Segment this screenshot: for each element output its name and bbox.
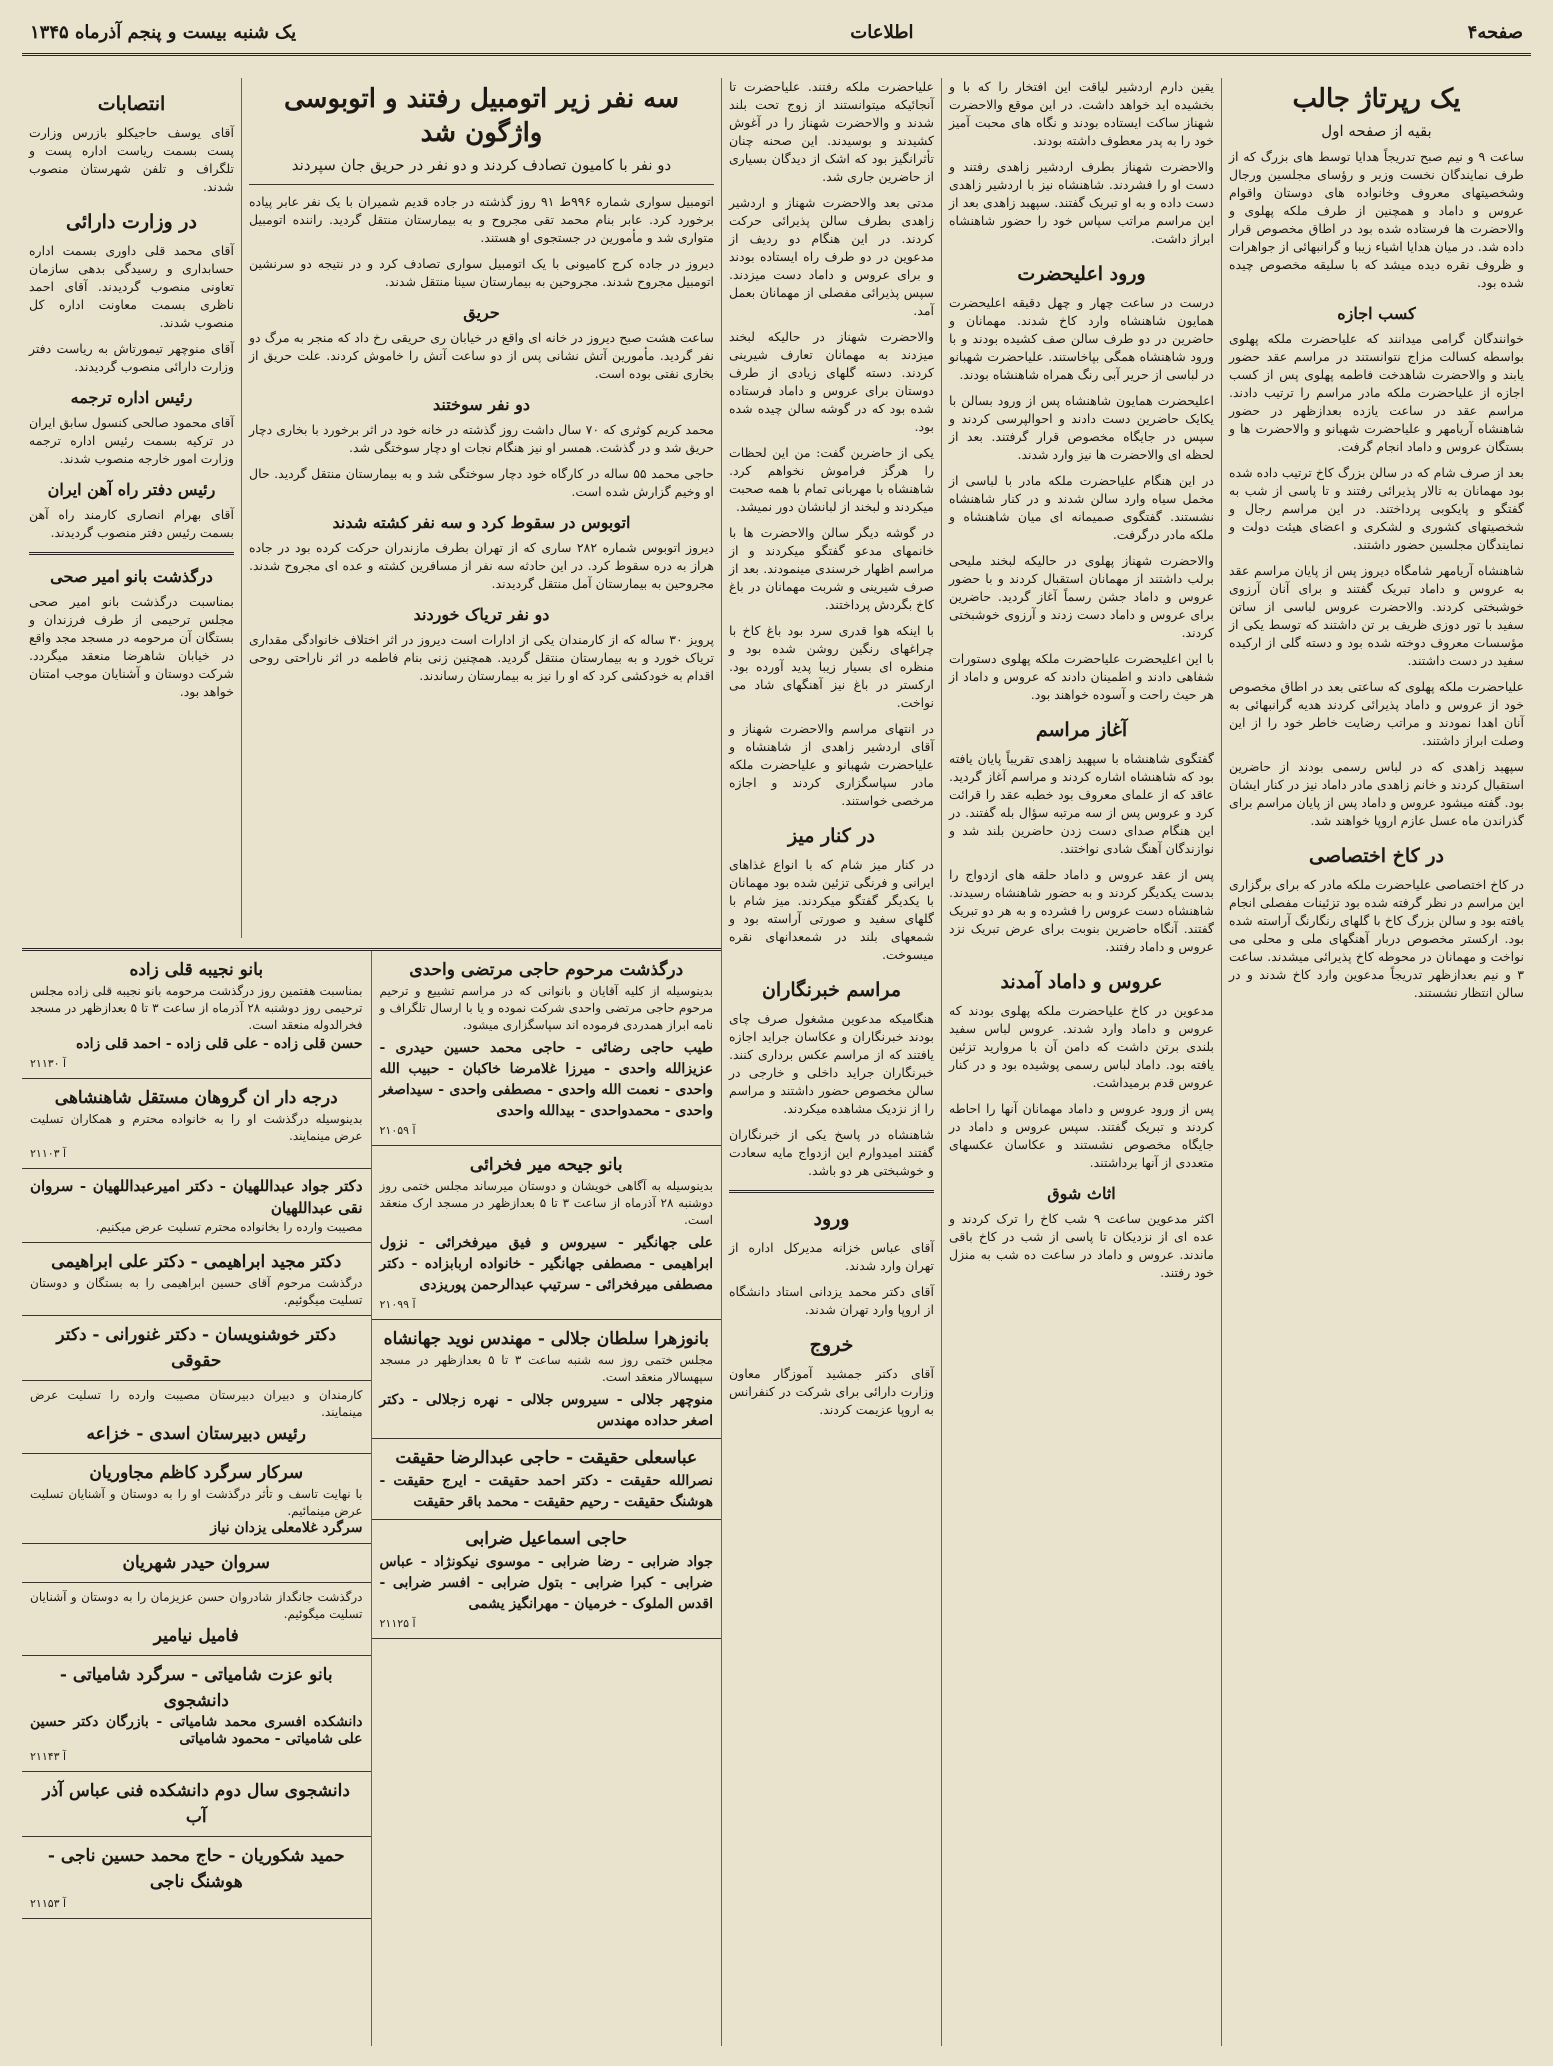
notice-text: مجلس ختمی روز سه شنبه ساعت ۳ تا ۵ بعدازظهر در مسجد سپهسالار منعقد است. xyxy=(379,1353,713,1384)
section-heading: حریق xyxy=(463,303,500,322)
paragraph: علیاحضرت ملکه پهلوی که ساعتی بعد در اطاق مخصوص خود از عروس و داماد پذیرائی کردند هدیه گرانبهائی به آنان اهدا نمودند و مراتب رضایت خاطر خود را از این وصلت ابراز داشتند. xyxy=(1229,679,1524,748)
section-heading: در وزارت دارائی xyxy=(66,211,197,233)
notice-code: ۲۱۱۳۰ آ xyxy=(30,1057,67,1070)
column-2 xyxy=(941,78,1221,2046)
paragraph: آقای محمود صالحی کنسول سابق ایران در ترکیه بسمت رئیس اداره ترجمه وزارت امور خارجه منصوب شدند. xyxy=(29,415,234,466)
paragraph: بعد از صرف شام که در سالن بزرگ کاخ ترتیب داده شده بود مهمانان به تالار پذیرائی رفتند و تا پاسی از شب به گفتگو و پایکوبی پرداختند. در این مراسم رجال و شخصیتهای کشوری و لشکری و اعضای هیئت دولت و نمایندگان مجلسین حضور داشتند. xyxy=(1229,465,1524,552)
notice-title: سروان حیدر شهریان xyxy=(122,1553,270,1573)
notice-title: دانشجوی سال دوم دانشکده فنی عباس آذر آب xyxy=(42,1781,350,1827)
section-heading: ورود اعلیحضرت xyxy=(1017,263,1146,285)
article-subtitle: بقیه از صفحه اول xyxy=(1321,122,1432,140)
notice xyxy=(22,1381,371,1454)
paragraph: در انتهای مراسم والاحضرت شهناز و آقای اردشیر زاهدی از شاهنشاه و علیاحضرت شهبانو و علیاحضرت ملکه مادر سپاسگزاری کردند و اجازه مرخصی خواستند. xyxy=(729,721,934,808)
paragraph: شاهنشاه آریامهر شامگاه دیروز پس از پایان مراسم عقد به عروس و داماد تبریک گفتند و برای آنان آرزوی خوشبختی کردند. والاحضرت عروس لباسی از ساتن سفید با تور دوزی ظریف بر تن داشتند که توسط یکی از مؤسسات معروف دوخته شده بود و دسته گلی از ارکیده سفید در دست داشتند. xyxy=(1229,563,1524,668)
paragraph: در این هنگام علیاحضرت ملکه مادر با لباسی از مخمل سیاه وارد سالن شدند و در کنار شاهنشاه نشستند. گفتگوی صمیمانه ای میان شاهنشاه و ملکه مادر درگرفت. xyxy=(949,473,1214,542)
notice xyxy=(372,1320,722,1439)
divider xyxy=(729,1190,934,1193)
paragraph: پس از عقد عروس و داماد حلقه های ازدواج را بدست یکدیگر کردند و به حضور شاهنشاه رسیدند. شاهنشاه دست عروس را فشرده و به هر دو تبریک گفتند. آنگاه حاضرین بنوبت برای عرض تبریک نزد عروس و داماد رفتند. xyxy=(949,867,1214,954)
paper-name: اطلاعات xyxy=(850,22,914,43)
notice-names: طیب حاجی رضائی - حاجی محمد حسین حیدری - عزیزالله واحدی - میرزا غلامرضا خاکبان - حبیب الله واحدی - نعمت الله واحدی - مصطفی واحدی - سیداصغر واحدی - محمدواحدی - بیدالله واحدی xyxy=(379,1040,713,1119)
notice-names: جواد ضرابی - رضا ضرابی - موسوی نیکونژاد - عباس ضرابی - کبرا ضرابی - بتول ضرابی - افسر ضرابی - اقدس الملوک - خرمیان - مهرانگیز یشمی xyxy=(379,1554,713,1612)
paragraph: حاجی محمد ۵۵ ساله در کارگاه خود دچار سوختگی شد و به بیمارستان منتقل گردید. حال او وخیم گزارش شده است. xyxy=(249,466,714,499)
notice xyxy=(372,1520,722,1639)
notice xyxy=(22,1583,371,1656)
section-heading: مراسم خبرنگاران xyxy=(761,979,902,1001)
column-1 xyxy=(1221,78,1531,2046)
paragraph: اتومبیل سواری شماره ۹۹۶ط ۹۱ روز گذشته در جاده قدیم شمیران با یک نفر عابر پیاده برخورد کرد. عابر بنام محمد تقی مجروح و به بیمارستان منتقل گردید. راننده اتومبیل متواری شد و مأمورین در جستجوی او هستند. xyxy=(249,194,715,245)
paragraph: با اینکه هوا قدری سرد بود باغ کاخ با چراغهای رنگین روشن شده بود و منظره ای بسیار زیبا پدید آورده بود. ارکستر در باغ نیز آهنگهای شاد می نواخت. xyxy=(729,623,934,710)
paragraph: آقای منوچهر تیمورتاش به ریاست دفتر وزارت دارائی منصوب گردیدند. xyxy=(29,341,234,374)
notice-code: ۲۱۱۰۳ آ xyxy=(30,1147,67,1160)
section-heading: دو نفر تریاک خوردند xyxy=(413,605,550,624)
notice-text: مصیبت وارده را بخانواده محترم تسلیت عرض میکنیم. xyxy=(95,1220,363,1234)
divider xyxy=(29,552,234,555)
paragraph: آقای یوسف حاجیکلو بازرس وزارت پست بسمت ریاست اداره پست و تلگراف و تلفن شهرستان منصوب شدند. xyxy=(29,125,234,194)
masthead xyxy=(22,18,1531,56)
section-heading: آغاز مراسم xyxy=(1035,719,1128,741)
section-heading: اتوبوس در سقوط کرد و سه نفر کشته شدند xyxy=(332,513,631,532)
notice-names: سرگرد غلامعلی یزدان نیاز xyxy=(210,1520,363,1536)
paragraph: هنگامیکه مدعوین مشغول صرف چای بودند خبرنگاران و عکاسان جراید اجازه یافتند که از مراسم عکس برداری کنند. خبرنگاران جراید داخلی و خارجی در سالن مخصوص حضور داشتند و مراسم را از نزدیک مشاهده میکردند. xyxy=(729,1011,934,1116)
notice-text: بدینوسیله به آگاهی خویشان و دوستان میرساند مجلس ختمی روز دوشنبه ۲۸ آذرماه از ساعت ۳ تا ۵ بعدازظهر در مسجد ارک منعقد است. xyxy=(379,1179,714,1227)
notice xyxy=(22,1079,371,1169)
notice xyxy=(22,1169,371,1243)
paragraph: والاحضرت شهناز در حالیکه لبخند میزدند به مهمانان تعارف شیرینی کردند. دسته گلهای زیادی از طرف دوستان برای عروس و داماد فرستاده شده بود که در گوشه سالن چیده شده بود. xyxy=(729,329,934,434)
notices-column-left xyxy=(22,951,371,2046)
column-5 xyxy=(22,78,241,938)
notice-title: دکتر مجید ابراهیمی - دکتر علی ابراهیمی xyxy=(51,1252,342,1272)
paragraph: بمناسبت درگذشت بانو امیر صحی مجلس ترحیمی از طرف فرزندان و بستگان آن مرحومه در مسجد مجد واقع در خیابان شاهرضا منعقد میگردد. شرکت دوستان و آشنایان موجب امتنان خواهد بود. xyxy=(29,594,234,699)
article-title: سه نفر زیر اتومبیل رفتند و اتوبوسی واژگون شد xyxy=(283,84,679,148)
notice-names: علی جهانگیر - سیروس و فیق میرفخرائی - نزول ابراهیمی - مصطفی جهانگیر - خانواده اربابزاده - دکتر مصطفی میرفخرائی - سرتیپ عبدالرحمن پوریزدی xyxy=(379,1235,713,1293)
notice-title: سرکار سرگرد کاظم مجاوریان xyxy=(89,1463,304,1483)
section-heading: در کاخ اختصاصی xyxy=(1309,845,1444,867)
notice-text: درگذشت مرحوم آقای حسین ابراهیمی را به بستگان و دوستان تسلیت میگوئیم. xyxy=(30,1276,363,1307)
paragraph: دیروز در جاده کرج کامیونی با یک اتومبیل سواری تصادف کرد و در نتیجه دو سرنشین اتومبیل مجروح شدند. مجروحین به بیمارستان سینا منتقل شدند. xyxy=(249,256,714,289)
section-heading: رئیس دفتر راه آهن ایران xyxy=(47,480,216,499)
notice-code: ۲۱۱۴۳ آ xyxy=(30,1750,67,1763)
notice-names: دانشکده افسری محمد شامیاتی - بازرگان دکتر حسین علی شامیاتی - محمود شامیاتی xyxy=(30,1714,363,1747)
paragraph: دیروز اتوبوس شماره ۲۸۲ ساری که از تهران بطرف مازندران حرکت کرده بود در جاده هراز به دره سقوط کرد. در این حادثه سه نفر از مسافرین کشته و عده ای مجروح شدند. مجروحین به بیمارستان آمل منتقل گردیدند. xyxy=(249,540,714,591)
notice-title: حاجی اسماعیل ضرابی xyxy=(465,1529,628,1549)
paragraph: آقای عباس خزانه مدیرکل اداره از تهران وارد شدند. xyxy=(729,1240,934,1273)
section-heading: در کنار میز xyxy=(787,825,875,847)
notice xyxy=(372,1146,722,1320)
article-grid xyxy=(22,78,1531,2046)
column-3 xyxy=(721,78,941,2046)
paragraph: یکی از حاضرین گفت: من این لحظات را هرگز فراموش نخواهم کرد. شاهنشاه با مهربانی تمام با همه صحبت میکردند و لبخند از لبانشان دور نمیشد. xyxy=(729,445,934,514)
notices-area xyxy=(22,948,721,2046)
section-heading: انتصابات xyxy=(97,93,166,115)
section-heading: رئیس اداره ترجمه xyxy=(70,388,193,407)
divider xyxy=(249,184,714,185)
notice-names: حسن قلی زاده - علی قلی زاده - احمد قلی زاده xyxy=(76,1036,363,1052)
paragraph: درست در ساعت چهار و چهل دقیقه اعلیحضرت همایون شاهنشاه وارد کاخ شدند. مهمانان و حاضرین در دو طرف سالن صف کشیده بودند و با ورود شاهنشاه همگی بپاخاستند. علیاحضرت شهبانو در لباسی از حریر آبی رنگ همراه شاهنشاه بودند. xyxy=(949,295,1214,382)
issue-date: یک شنبه بیست و پنجم آذرماه ۱۳۴۵ xyxy=(30,22,297,43)
notice xyxy=(22,1454,371,1544)
paragraph: ساعت ۹ و نیم صبح تدریجاً هدایا توسط های بزرگ که از طرف نمایندگان نخست وزیر و رؤسای مجلسین ورجال وشخصیتهای معروف وخانواده های دوستان واقوام عروس و داماد و همچنین از طرف ملکه پهلوی و والاحضرت ها فرستاده شده بود در اطاق مخصوص قرار داده شد. در میان هدایا اشیاء زیبا و گرانبهائی از جواهرات و ظروف نقره دیده میشد که با سلیقه مخصوص چیده شده بود. xyxy=(1229,149,1524,290)
paragraph: آقای دکتر محمد یزدانی استاد دانشگاه از اروپا وارد تهران شدند. xyxy=(729,1284,934,1317)
paragraph: اعلیحضرت همایون شاهنشاه پس از ورود بسالن با یکایک حاضرین دست دادند و احوالپرسی کردند و سپس در جایگاه مخصوص قرار گرفتند. بعد از لحظه ای والاحضرت ها نیز وارد شدند. xyxy=(949,393,1214,462)
notice-names: نصرالله حقیقت - دکتر احمد حقیقت - ایرج حقیقت - هوشنگ حقیقت - رحیم حقیقت - محمد باقر حقیقت xyxy=(379,1473,713,1510)
paragraph: در کنار میز شام که با انواع غذاهای ایرانی و فرنگی تزئین شده بود مهمانان با یکدیگر گفتگو میکردند. میز شام با گلهای سفید و صورتی آراسته بود و شمعهای بلند در شمعدانهای نقره میسوخت. xyxy=(729,857,934,962)
paragraph: والاحضرت شهناز بطرف اردشیر زاهدی رفتند و دست او را فشردند. شاهنشاه نیز با اردشیر زاهدی دست داده و به او تبریک گفتند. سپهبد زاهدی بعد از این مراسم مراتب سپاس خود را حضور شاهنشاه ابراز داشت. xyxy=(949,159,1214,246)
notice-text: بدینوسیله درگذشت او را به خانواده محترم و همکاران تسلیت عرض مینمایند. xyxy=(30,1112,363,1143)
notice-code: ۲۱۰۹۹ آ xyxy=(379,1298,416,1311)
notice xyxy=(22,1837,371,1919)
paragraph: آقای محمد قلی داوری بسمت اداره حسابداری و رسیدگی بدهی سازمان تعاونی منصوب گردیدند. آقای احمد ناظری بسمت معاونت اداره کل منصوب شدند. xyxy=(29,243,234,330)
paragraph: یقین دارم اردشیر لیاقت این افتخار را که با و بخشیده اید خواهد داشت. در این موقع والاحضرت شهناز ساکت ایستاده بودند و نگاه های محبت آمیز خود را به پدر معطوف داشته بودند. xyxy=(949,79,1214,148)
section-heading: کسب اجازه xyxy=(1337,304,1416,323)
paragraph: آقای بهرام انصاری کارمند راه آهن بسمت رئیس دفتر منصوب گردیدند. xyxy=(29,507,234,540)
notice-title: درگذشت مرحوم حاجی مرتضی واحدی xyxy=(409,960,684,980)
paragraph: ساعت هشت صبح دیروز در خانه ای واقع در خیابان ری حریقی رخ داد که منجر به مرگ دو نفر گردید. مأمورین آتش نشانی پس از دو ساعت آتش را خاموش کردند. علت حریق از بخاری نفتی بوده است. xyxy=(249,330,714,381)
notice xyxy=(22,1316,371,1381)
notice-title: بانو عزت شامیاتی - سرگرد شامیاتی - دانشجوی xyxy=(59,1665,333,1711)
paragraph: مدعوین در کاخ علیاحضرت ملکه پهلوی بودند که عروس و داماد وارد شدند. عروس لباس سفید بلندی برتن داشت که دامن آن با مروارید تزئین یافته بود. داماد لباس رسمی پوشیده بود و در کنار عروس قدم برمیداشت. xyxy=(949,1003,1214,1090)
paragraph: والاحضرت شهناز پهلوی در حالیکه لبخند ملیحی برلب داشتند از مهمانان استقبال کردند و با حضور عروس و داماد جشن رسماً آغاز گردید. حاضرین برای عروس و داماد دست زدند و آرزوی خوشبختی کردند. xyxy=(949,553,1214,640)
notice xyxy=(22,1656,371,1772)
notice-text: کارمندان و دبیران دبیرستان مصیبت وارده را تسلیت عرض مینمایند. xyxy=(30,1388,363,1419)
notice-title: بانو جیحه میر فخرائی xyxy=(469,1155,623,1175)
notice-title: حمید شکوریان - حاج محمد حسین ناجی - هوشنگ ناجی xyxy=(47,1846,345,1892)
notice-text: بمناسبت هفتمین روز درگذشت مرحومه بانو نجیبه قلی زاده مجلس ترحیمی روز دوشنبه ۲۸ آذرماه از ساعت ۳ تا ۵ بعدازظهر در مسجد فخرالدوله منعقد است. xyxy=(30,984,363,1032)
notice-text: بدینوسیله از کلیه آقایان و بانوانی که در مراسم تشییع و ترحیم مرحوم حاجی مرتضی واحدی شرکت نموده و یا با ارسال تلگراف و نامه ابراز همدردی فرموده اند سپاسگزاری میشود. xyxy=(379,984,713,1032)
paragraph: شاهنشاه در پاسخ یکی از خبرنگاران گفتند امیدوارم این ازدواج مایه سعادت و خوشبختی هر دو باشد. xyxy=(729,1127,934,1178)
notice-code: ۲۱۱۲۵ آ xyxy=(379,1617,416,1630)
paragraph: خوانندگان گرامی میدانند که علیاحضرت ملکه پهلوی بواسطه کسالت مزاج نتوانستند در مراسم عقد حضور یابند و والاحضرت شاهدخت فاطمه پهلوی پس از کسب اجازه از علیاحضرت ملکه مادر مراسم را ترتیب دادند. مراسم عقد در ساعت یازده بعدازظهر در حضور شاهنشاه آریامهر و علیاحضرت شهبانو و والاحضرت ها و بستگان عروس و داماد انجام گرفت. xyxy=(1229,331,1524,454)
page-number: صفحه۴ xyxy=(1467,22,1523,43)
column-4 xyxy=(241,78,721,938)
article-title: یک رپرتاژ جالب xyxy=(1292,84,1461,114)
paragraph: آقای دکتر جمشید آموزگار معاون وزارت دارائی برای شرکت در کنفرانس به اروپا عزیمت کردند. xyxy=(729,1366,934,1417)
notice-title: رئیس دبیرستان اسدی - خزاعه xyxy=(86,1424,306,1444)
notice-title: دکتر خوشنویسان - دکتر غنورانی - دکتر حقوقی xyxy=(56,1325,337,1371)
notice-title: بانوزهرا سلطان جلالی - مهندس نوید جهانشاه xyxy=(383,1329,709,1349)
notice-title: بانو نجیبه قلی زاده xyxy=(129,960,264,980)
article-subtitle: دو نفر با کامیون تصادف کردند و دو نفر در حریق جان سپردند xyxy=(291,156,672,174)
notice-title: عباسعلی حقیقت - حاجی عبدالرضا حقیقت xyxy=(395,1448,698,1468)
notice-code: ۲۱۱۵۳ آ xyxy=(30,1897,67,1910)
section-heading: دو نفر سوختند xyxy=(433,395,530,414)
paragraph: پس از ورود عروس و داماد مهمانان آنها را احاطه کردند و تبریک گفتند. سپس عروس و داماد در جایگاه مخصوص نشستند و عکاسان عکسهای متعددی از آنها برداشتند. xyxy=(949,1101,1214,1170)
notice-names: دکتر جواد عبداللهیان - دکتر امیرعبداللهیان - سروان نقی عبداللهیان xyxy=(30,1177,363,1217)
notice-text: درگذشت جانگداز شادروان حسن عزیزمان را به دوستان و آشنایان تسلیت میگوئیم. xyxy=(30,1590,363,1621)
notice-title: درجه دار ان گروهان مستقل شاهنشاهی xyxy=(54,1088,338,1108)
notice xyxy=(22,951,371,1079)
section-heading: خروج xyxy=(809,1334,854,1356)
notice xyxy=(372,1439,722,1520)
paragraph: در کاخ اختصاصی علیاحضرت ملکه مادر که برای برگزاری این مراسم در نظر گرفته شده بود تزئینات مفصلی انجام یافته بود و سالن بزرگ کاخ با گلهای رنگارنگ آراسته شده بود. ارکستر مخصوص دربار آهنگهای ملی و محلی می نواخت و مهمانان در محوطه کاخ پذیرائی میشدند. ساعت ۳ و نیم بعدازظهر تدریجاً مدعوین وارد کاخ شدند و در سالن انتظار نشستند. xyxy=(1229,877,1524,1000)
paragraph: گفتگوی شاهنشاه با سپهبد زاهدی تقریباً پایان یافته بود که شاهنشاه اشاره کردند و مراسم آغاز گردید. عاقد که از علمای معروف بود خطبه عقد را قرائت کرد و عروس پس از سه مرتبه سؤال بله گفتند. در این هنگام صدای دست زدن حاضرین بلند شد و نوازندگان آهنگ شادی نواختند. xyxy=(949,751,1214,856)
paragraph: علیاحضرت ملکه رفتند. علیاحضرت تا آنجائیکه میتوانستند از زوج تحت بلند شدند و والاحضرت شهناز را در آغوش کشیدند و بوسیدند. این صحنه چنان تأثرانگیز بود که اشک از دیدگان بسیاری از حاضرین جاری شد. xyxy=(729,79,934,184)
notice-code: ۲۱۰۵۹ آ xyxy=(379,1124,416,1137)
notice-title: فامیل نیامیر xyxy=(153,1626,239,1646)
notice xyxy=(372,951,722,1146)
paragraph: سپهبد زاهدی که در لباس رسمی بودند از حاضرین استقبال کردند و خانم زاهدی مادر داماد نیز در کنار ایشان بود. گفته میشود عروس و داماد پس از پایان مراسم برای گذراندن ماه عسل عازم اروپا خواهند شد. xyxy=(1229,759,1524,828)
notice-names: منوچهر جلالی - سیروس جلالی - نهره زجلالی - دکتر اصغر حداده مهندس xyxy=(379,1392,713,1429)
paragraph: محمد کریم کوثری که ۷۰ سال داشت روز گذشته در خانه خود در اثر برخورد با بخاری دچار حریق شد و در گذشت. همسر او نیز هنگام نجات او دچار سوختگی شد. xyxy=(249,422,714,455)
notice xyxy=(22,1243,371,1316)
paragraph: مدتی بعد والاحضرت شهناز و اردشیر زاهدی بطرف سالن پذیرائی حرکت کردند. در این هنگام دو ردیف از مدعوین در دو طرف راه ایستاده بودند و برای عروس و داماد دست میزدند. سپس پذیرائی مفصلی از مهمانان بعمل آمد. xyxy=(729,195,934,318)
notice-text: با نهایت تاسف و تأثر درگذشت او را به دوستان و آشنایان تسلیت عرض مینمائیم. xyxy=(30,1487,363,1518)
paragraph: با این اعلیحضرت علیاحضرت ملکه پهلوی دستورات شفاهی دادند و اطمینان دادند که عروس و داماد از هر حیث راحت و آسوده خواهند بود. xyxy=(949,651,1214,702)
section-heading: اثاث شوق xyxy=(1047,1184,1116,1203)
section-heading: ورود xyxy=(813,1208,850,1230)
paragraph: پرویز ۳۰ ساله که از کارمندان یکی از ادارات است دیروز در اثر اختلاف خانوادگی مقداری تریاک خورد و به بیمارستان منتقل گردید. همچنین زنی بنام فاطمه در اثر ناراحتی روحی اقدام به خودکشی کرد که او را نیز به بیمارستان رساندند. xyxy=(249,632,714,683)
section-heading: عروس و داماد آمدند xyxy=(1000,971,1163,993)
section-heading: درگذشت بانو امیر صحی xyxy=(50,567,213,586)
notice xyxy=(22,1544,371,1583)
notices-column-right xyxy=(371,951,722,2046)
paragraph: در گوشه دیگر سالن والاحضرت ها با خانمهای مدعو گفتگو میکردند و از مراسم اظهار خرسندی مینمودند. بعد از صرف شیرینی و شربت مهمانان در باغ کاخ بگردش پرداختند. xyxy=(729,525,934,612)
paragraph: اکثر مدعوین ساعت ۹ شب کاخ را ترک کردند و عده ای از نزدیکان تا پاسی از شب در کاخ باقی ماندند. عروس و داماد در ساعت ده شب به منزل خود رفتند. xyxy=(949,1211,1214,1280)
notice xyxy=(22,1772,371,1837)
